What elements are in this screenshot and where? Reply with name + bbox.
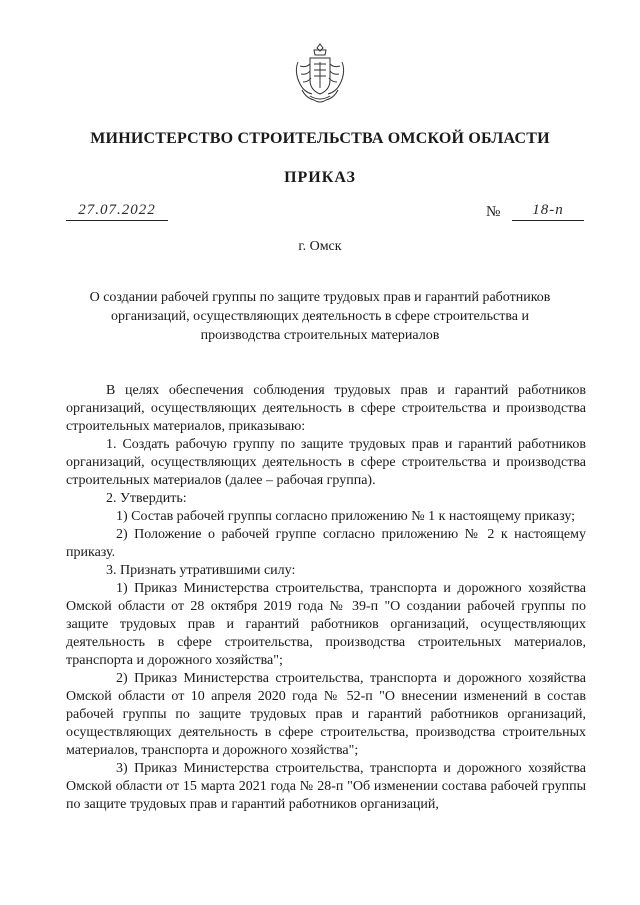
document-type: ПРИКАЗ xyxy=(284,169,356,186)
city: г. Омск xyxy=(298,239,342,254)
order-subject: О создании рабочей группы по защите трудовых прав и гарантий работников организаций, осуществляющих деятельность в сфере строительства и производства строительных материалов xyxy=(89,290,551,343)
handwritten-number: 18-п xyxy=(532,202,564,218)
clause-3-item-1: 1) Приказ Министерства строительства, транспорта и дорожного хозяйства Омской области от 28 октября 2019 года № 39-п "О создании рабочей группы по защите трудовых прав и гарантий работников организаций, осуществляющих деятельность в сфере строительства, производства строительных материалов, транспорта и дорожного хозяйства"; xyxy=(66,581,586,668)
clause-3-item-2: 2) Приказ Министерства строительства, транспорта и дорожного хозяйства Омской области от 10 апреля 2020 года № 52-п "О внесении изменений в состав рабочей группы по защите трудовых прав и гарантий работников организаций, осуществляющих деятельность в сфере строительства, производства строительных материалов, транспорта и дорожного хозяйства"; xyxy=(66,671,586,758)
coat-of-arms-emblem xyxy=(292,40,348,108)
number-sign: № xyxy=(486,204,501,220)
date-field xyxy=(66,198,168,221)
number-field xyxy=(512,198,584,221)
clause-2-item-2: 2) Положение о рабочей группе согласно приложению № 2 к настоящему приказу. xyxy=(66,527,586,560)
clause-1: 1. Создать рабочую группу по защите трудовых прав и гарантий работников организаций, осуществляющих деятельность в сфере строительства и производства строительных материалов (далее – рабочая группа). xyxy=(66,437,586,488)
handwritten-date: 27.07.2022 xyxy=(78,202,156,218)
ministry-name: МИНИСТЕРСТВО СТРОИТЕЛЬСТВА ОМСКОЙ ОБЛАСТИ xyxy=(90,130,550,147)
clause-3-item-3: 3) Приказ Министерства строительства, транспорта и дорожного хозяйства Омской области от 15 марта 2021 года № 28-п "Об изменении состава рабочей группы по защите трудовых прав и гарантий работников организаций, xyxy=(66,761,586,812)
clause-2-item-1: 1) Состав рабочей группы согласно приложению № 1 к настоящему приказу; xyxy=(116,509,576,524)
order-body xyxy=(66,382,586,814)
clause-2: 2. Утвердить: xyxy=(106,491,187,506)
intro-paragraph: В целях обеспечения соблюдения трудовых прав и гарантий работников организаций, осуществляющих деятельность в сфере строительства и производства строительных материалов, приказываю: xyxy=(66,383,586,434)
clause-3: 3. Признать утратившими силу: xyxy=(106,563,296,578)
